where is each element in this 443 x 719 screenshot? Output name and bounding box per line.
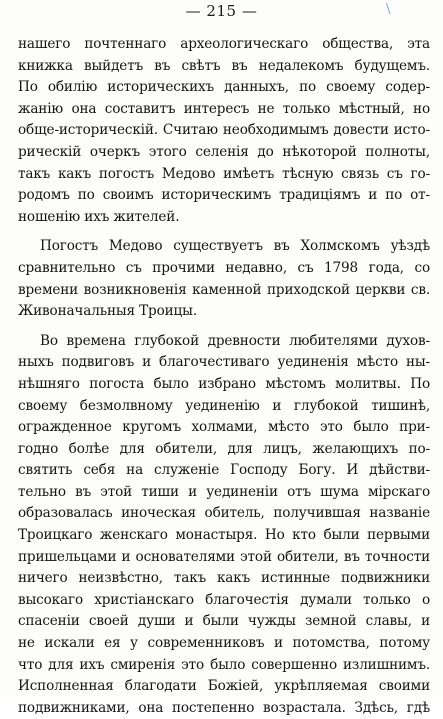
- text-line: образовалась иноческая обитель, получившая названіе: [18, 505, 430, 522]
- text-line: ныхъ подвиговъ и благочестиваго уединенія мѣсто ны-: [18, 354, 430, 371]
- text-line: не искали ея у современниковъ и потомства, потому: [18, 635, 430, 652]
- text-line: рическій очеркъ этого селенія до нѣкоторой полноты,: [18, 143, 430, 160]
- text-line: Живоначальныя Троицы.: [18, 303, 197, 320]
- text-line: что для ихъ смиренія это было совершенно излишнимъ.: [18, 656, 430, 673]
- text-line: обще-историческій. Считаю необходимымъ довести исто-: [18, 122, 430, 139]
- corner-mark: \: [386, 2, 391, 17]
- text-line: подвижниками, она постепенно возрастала. Здѣсь, гдѣ: [18, 699, 430, 716]
- text-line: своему безмолвному уединенію и глубокой тишинѣ,: [18, 397, 430, 414]
- paragraph-1: [18, 34, 430, 228]
- text-line: ношенію ихъ жителей.: [18, 208, 180, 225]
- text-line: книжка выйдетъ въ свѣтъ въ недалекомъ будущемъ.: [18, 57, 430, 74]
- text-line: ничего неизвѣстно, такъ какъ истинные подвижники: [18, 570, 430, 587]
- text-line: Троицкаго женскаго монастыря. Но кто были первыми: [18, 527, 430, 544]
- paragraph-3: [18, 331, 430, 719]
- page-text: [18, 34, 430, 719]
- text-line: сравнительно съ прочими недавно, съ 1798 года, со: [18, 259, 430, 276]
- text-line: такъ какъ погостъ Медово имѣетъ тѣсную связь съ го-: [18, 165, 430, 182]
- text-line: спасеніи своей души и были чужды земной славы, и: [18, 613, 430, 630]
- text-line: Погостъ Медово существуетъ въ Холмскомъ уѣздѣ: [40, 238, 430, 255]
- text-line: высокаго христіанскаго благочестія думали только о: [18, 591, 430, 608]
- text-line: нашего почтеннаго археологическаго общества, эта: [18, 36, 430, 52]
- text-line: Во времена глубокой древности любителями духов-: [40, 332, 430, 349]
- text-line: святить себя на служеніе Господу Богу. И дѣйстви-: [18, 462, 430, 479]
- text-line: жанію она составитъ интересъ не только мѣстный, но: [18, 100, 430, 117]
- text-line: По обилію историческихъ данныхъ, по своему содер-: [18, 79, 430, 96]
- text-line: нѣшняго погоста было избрано мѣстомъ молитвы. По: [18, 375, 430, 392]
- text-line: годно болѣе для обители, для лицъ, желающихъ по-: [18, 440, 430, 457]
- text-line: огражденное кругомъ холмами, мѣсто это было при-: [18, 419, 430, 436]
- text-line: тельно въ этой тиши и уединеніи отъ шума мірскаго: [18, 483, 430, 500]
- text-line: родомъ по своимъ историческимъ традиціямъ и по от-: [18, 187, 430, 204]
- paragraph-2: [18, 236, 430, 322]
- text-line: Исполненная благодати Божіей, укрѣпляемая своими: [18, 678, 430, 695]
- page-number: — 215 —: [185, 2, 258, 20]
- text-line: пришельцами и основателями этой обители, въ точности: [18, 548, 430, 565]
- text-line: времени возникновенія каменной приходской церкви св.: [18, 281, 430, 298]
